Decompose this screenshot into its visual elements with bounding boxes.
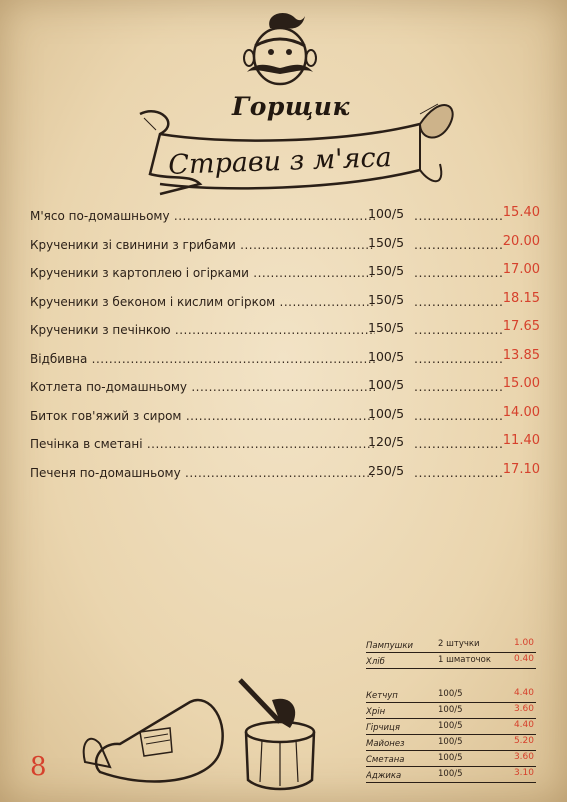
dish-price: 18.15	[502, 290, 540, 306]
dish-price: 15.40	[502, 205, 540, 220]
extra-name: Кетчуп	[366, 690, 536, 703]
extra-qty: 100/5	[438, 753, 463, 763]
extra-row	[366, 738, 536, 754]
dish-price: 17.10	[502, 461, 540, 477]
extra-price: 3.60	[513, 704, 534, 714]
extra-row	[366, 640, 536, 656]
extra-price: 5.20	[513, 736, 534, 746]
extra-name: Хліб	[366, 656, 536, 669]
dish-weight: 150/5 .....	[368, 235, 438, 250]
scroll-banner-icon	[120, 84, 460, 200]
extra-price: 4.40	[513, 720, 534, 730]
dish-price: 11.40	[502, 433, 540, 448]
extra-name: Пампушки	[366, 640, 536, 653]
dish-weight: 150/5 .....	[368, 263, 438, 278]
menu-list	[30, 205, 540, 493]
extra-name: Майонез	[366, 738, 536, 751]
menu-row	[30, 262, 540, 294]
extra-row	[366, 656, 536, 672]
dish-name: Крученики з картоплею і огірками .....	[30, 265, 375, 281]
dish-weight: 100/5 .....	[368, 377, 438, 392]
extra-price: 4.40	[513, 688, 534, 698]
dish-name: Крученики зі свинини з грибами .....	[30, 237, 375, 253]
menu-row	[30, 433, 540, 465]
dish-price: 17.65	[502, 319, 540, 334]
extra-qty: 2 штучки	[438, 639, 480, 649]
extra-price: 3.10	[513, 768, 534, 778]
brand-logo-text: Горщик	[232, 92, 350, 121]
dish-price: 13.85	[502, 347, 540, 363]
extra-price: 1.00	[513, 638, 534, 648]
menu-row	[30, 461, 540, 494]
extra-name: Аджика	[366, 770, 536, 783]
dish-name: Печінка в сметані .....	[30, 436, 375, 452]
extra-qty: 100/5	[438, 721, 463, 731]
dish-name: Відбивна .....	[30, 351, 375, 367]
menu-row	[30, 347, 540, 380]
extra-price: 0.40	[513, 654, 534, 664]
menu-row	[30, 233, 540, 266]
extra-row	[366, 722, 536, 738]
extras-list	[366, 640, 536, 786]
dish-weight: 250/5 .....	[368, 463, 438, 478]
extra-qty: 1 шматочок	[438, 655, 492, 665]
extra-name: Сметана	[366, 754, 536, 767]
menu-row	[30, 205, 540, 237]
dish-weight: 120/5 .....	[368, 434, 438, 449]
extra-row	[366, 754, 536, 770]
spacer	[366, 672, 536, 690]
dish-price: 14.00	[502, 404, 540, 420]
section-title: Страви з м'яса	[167, 142, 393, 181]
menu-row	[30, 319, 540, 351]
menu-row	[30, 290, 540, 323]
dish-weight: 100/5 .....	[368, 349, 438, 364]
page-number: 8	[30, 752, 47, 782]
stump-axe-icon	[232, 670, 327, 792]
dish-weight: 100/5 .....	[368, 406, 438, 421]
extra-qty: 100/5	[438, 769, 463, 779]
dish-weight: 150/5 .....	[368, 320, 438, 335]
extra-name: Гірчиця	[366, 722, 536, 735]
dish-name: Крученики з печінкою .....	[30, 322, 375, 338]
cossack-logo-icon	[225, 6, 335, 96]
dish-name: Печеня по-домашньому .....	[30, 465, 375, 481]
menu-row	[30, 376, 540, 408]
menu-row	[30, 404, 540, 437]
extra-qty: 100/5	[438, 689, 463, 699]
extra-qty: 100/5	[438, 737, 463, 747]
extra-qty: 100/5	[438, 705, 463, 715]
dish-price: 15.00	[502, 376, 540, 391]
dish-name: Биток гов'яжий з сиром .....	[30, 408, 375, 424]
dish-price: 17.00	[502, 262, 540, 277]
extra-name: Хрін	[366, 706, 536, 719]
extra-row	[366, 770, 536, 786]
dish-name: М'ясо по-домашньому .....	[30, 208, 375, 224]
dish-name: Крученики з беконом і кислим огірком .....	[30, 294, 375, 310]
extra-row	[366, 706, 536, 722]
dish-weight: 100/5 .....	[368, 206, 438, 221]
extra-row	[366, 690, 536, 706]
flour-sack-icon	[80, 672, 230, 792]
dish-price: 20.00	[502, 233, 540, 249]
extra-price: 3.60	[513, 752, 534, 762]
dish-name: Котлета по-домашньому .....	[30, 379, 375, 395]
dish-weight: 150/5 .....	[368, 292, 438, 307]
